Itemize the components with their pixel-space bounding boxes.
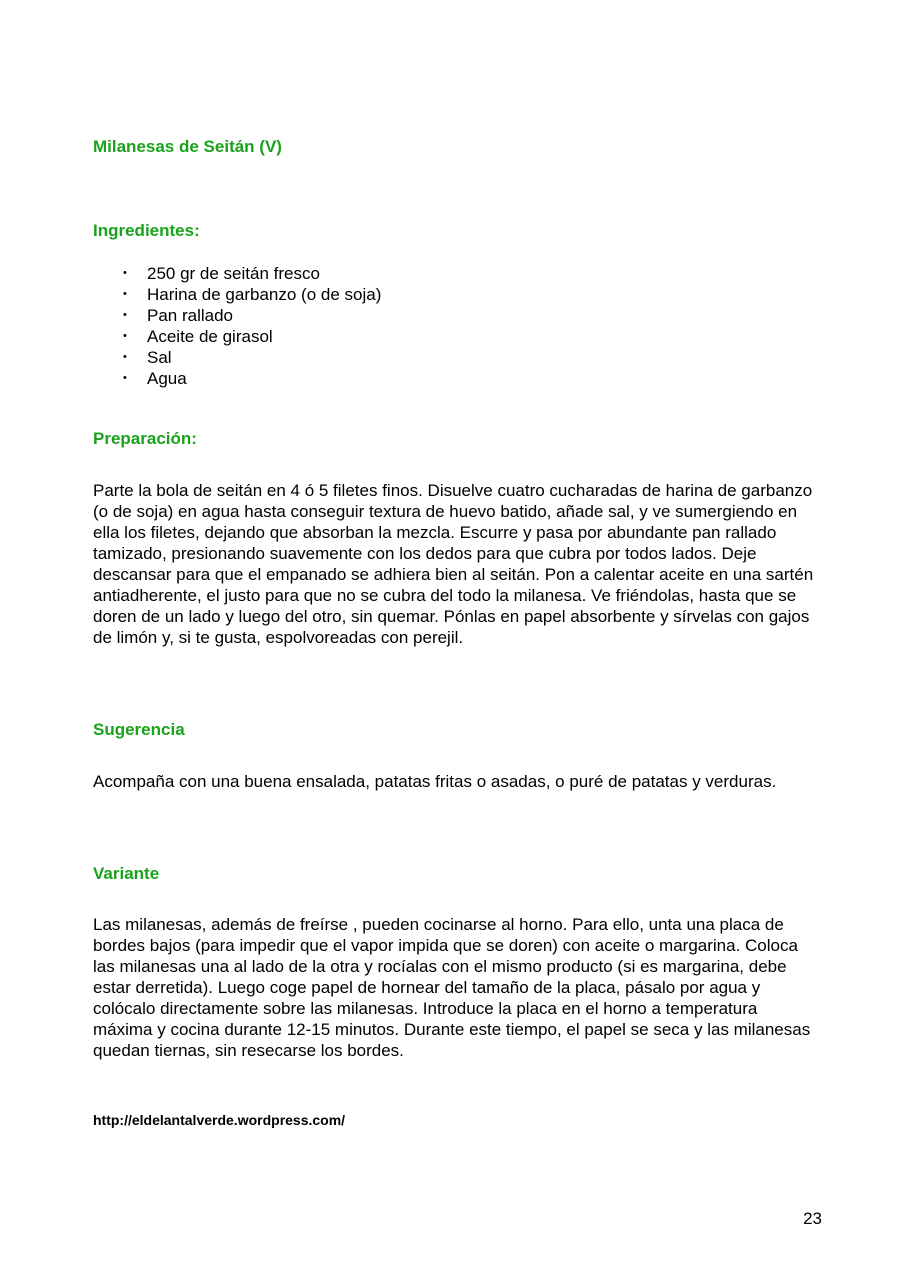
bullet-icon: • (123, 267, 127, 279)
bullet-icon: • (123, 309, 127, 321)
bullet-icon: • (123, 372, 127, 384)
preparation-text: Parte la bola de seitán en 4 ó 5 filetes finos. Disuelve cuatro cucharadas de harina de garbanzo (o de soja) en agua hasta conseguir textura de huevo batido, añade sal, y ve sumergiendo en ella los filetes, dejando que absorban la mezcla. Escurre y pasa por abundante pan rallado tamizado, presionando suavemente con los dedos para que cubra por todos lados. Deje descansar para que el empanado se adhiera bien al seitán. Pon a calentar aceite en una sartén antiadherente, el justo para que no se cubra del todo la milanesa. Ve friéndolas, hasta que se doren de un lado y luego del otro, sin quemar. Pónlas en papel absorbente y sírvelas con gajos de limón y, si te gusta, espolvoreadas con perejil. (93, 481, 814, 647)
ingredient-text: Sal (147, 348, 172, 367)
ingredient-text: Harina de garbanzo (o de soja) (147, 285, 382, 304)
variant-text: Las milanesas, además de freírse , pueden cocinarse al horno. Para ello, unta una placa de bordes bajos (para impedir que el vapor impida que se doren) con aceite o margarina. Coloca las milanesas una al lado de la otra y rocíalas con el mismo producto (si es margarina, debe estar derretida). Luego coge papel de hornear del tamaño de la placa, pásalo por agua y colócalo directamente sobre las milanesas. Introduce la placa en el horno a temperatura máxima y cocina durante 12-15 minutos. Durante este tiempo, el papel se seca y las milanesas quedan tiernas, sin resecarse los bordes. (93, 915, 811, 1060)
ingredient-text: Aceite de girasol (147, 327, 273, 346)
ingredients-list (93, 263, 381, 389)
ingredient-text: 250 gr de seitán fresco (147, 264, 320, 283)
list-item (93, 368, 381, 389)
ingredient-text: Agua (147, 369, 187, 388)
ingredient-text: Pan rallado (147, 306, 234, 325)
list-item (93, 347, 381, 368)
bullet-icon: • (123, 330, 127, 342)
bullet-icon: • (123, 351, 127, 363)
variant-heading: Variante (93, 864, 160, 883)
list-item (93, 263, 381, 284)
ingredients-heading: Ingredientes: (93, 221, 200, 240)
suggestion-heading: Sugerencia (93, 720, 185, 739)
suggestion-text: Acompaña con una buena ensalada, patatas fritas o asadas, o puré de patatas y verduras. (93, 772, 777, 791)
list-item (93, 284, 381, 305)
page-number: 23 (803, 1209, 822, 1228)
preparation-heading: Preparación: (93, 429, 197, 448)
list-item (93, 305, 381, 326)
recipe-title: Milanesas de Seitán (V) (93, 137, 282, 156)
list-item (93, 326, 381, 347)
bullet-icon: • (123, 288, 127, 300)
source-link[interactable]: http://eldelantalverde.wordpress.com/ (93, 1112, 346, 1128)
